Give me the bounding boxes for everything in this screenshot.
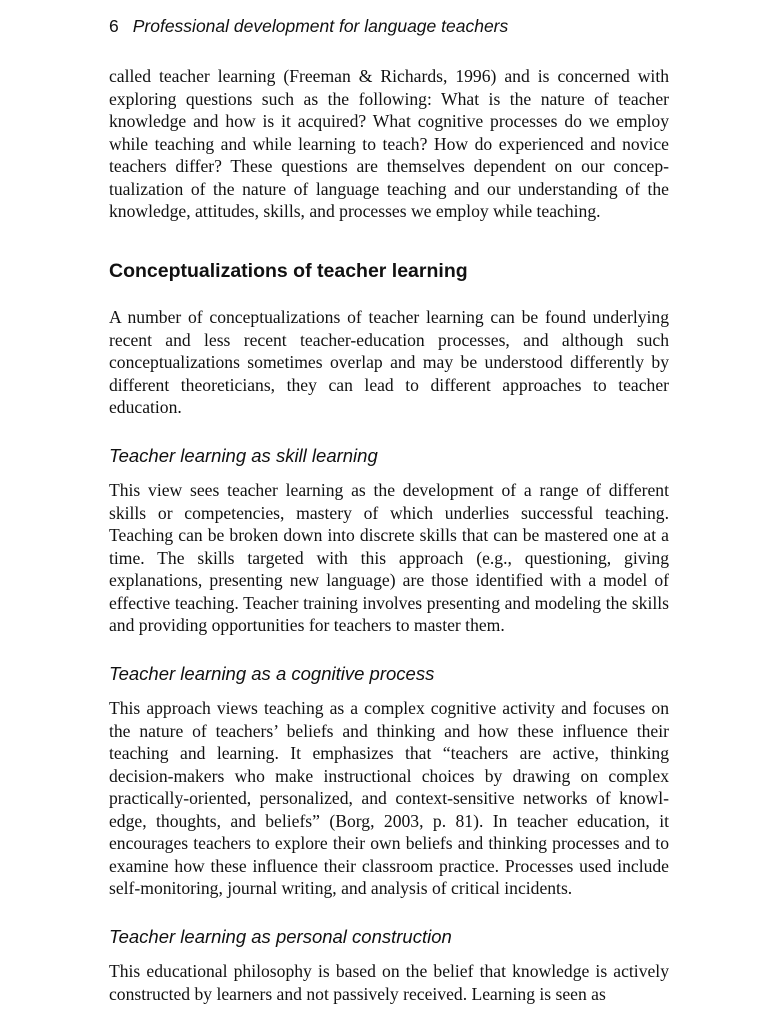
page-number: 6 bbox=[109, 16, 119, 36]
personal-construction-paragraph: This educational philosophy is based on the belief that knowledge is actively constructed by learners and not passively received. Learning is seen as bbox=[109, 961, 669, 1004]
section-heading-conceptualizations: Conceptualizations of teacher learning bbox=[109, 260, 468, 282]
cognitive-process-paragraph: This approach views teaching as a complex cognitive activity and focuses on the nature of teachers’ beliefs and thinking and how these influence their teaching and learning. It emphasizes that “teachers are active, thinking decision-makers who make instructional choices by drawing on complex practically-oriented, personalized, and context-sensitive networks of knowledge, thoughts, and beliefs” (Borg, 2003, p. 81). In teacher education, it encourages teachers to explore their own beliefs and thinking processes and to examine how these influence their classroom practice. Processes used include self-monitoring, journal writing, and analysis of critical incidents. bbox=[109, 698, 669, 898]
conceptualizations-paragraph: A number of conceptualizations of teacher learning can be found underlying recent and less recent teacher-education processes, and although such conceptualizations sometimes overlap and may be understood differently by different theoreticians, they can lead to different approaches to teacher education. bbox=[109, 307, 669, 417]
skill-learning-paragraph: This view sees teacher learning as the development of a range of different skills or competencies, mastery of which underlies successful teaching. Teaching can be broken down into discrete skills that can be mastered one at a time. The skills targeted with this approach (e.g., questioning, giving explanations, presenting new language) are those identified with a model of effective teaching. Teacher training involves presenting and modeling the skills and providing opportunities for teachers to master them. bbox=[109, 480, 669, 635]
intro-paragraph: called teacher learning (Freeman & Richards, 1996) and is concerned with exploring questions such as the following: What is the nature of teacher knowledge and how is it acquired? What cognitive processes do we employ while teaching and while learning to teach? How do experienced and novice teachers differ? These questions are themselves dependent on our conceptualization of the nature of language teaching and our understanding of the knowledge, attitudes, skills, and processes we employ while teaching. bbox=[109, 66, 669, 221]
running-head bbox=[109, 15, 508, 37]
subsection-heading-cognitive-process: Teacher learning as a cognitive process bbox=[109, 663, 435, 684]
subsection-heading-personal-construction: Teacher learning as personal construction bbox=[109, 926, 452, 947]
subsection-heading-skill-learning: Teacher learning as skill learning bbox=[109, 445, 378, 466]
book-title: Professional development for language teachers bbox=[132, 16, 509, 36]
